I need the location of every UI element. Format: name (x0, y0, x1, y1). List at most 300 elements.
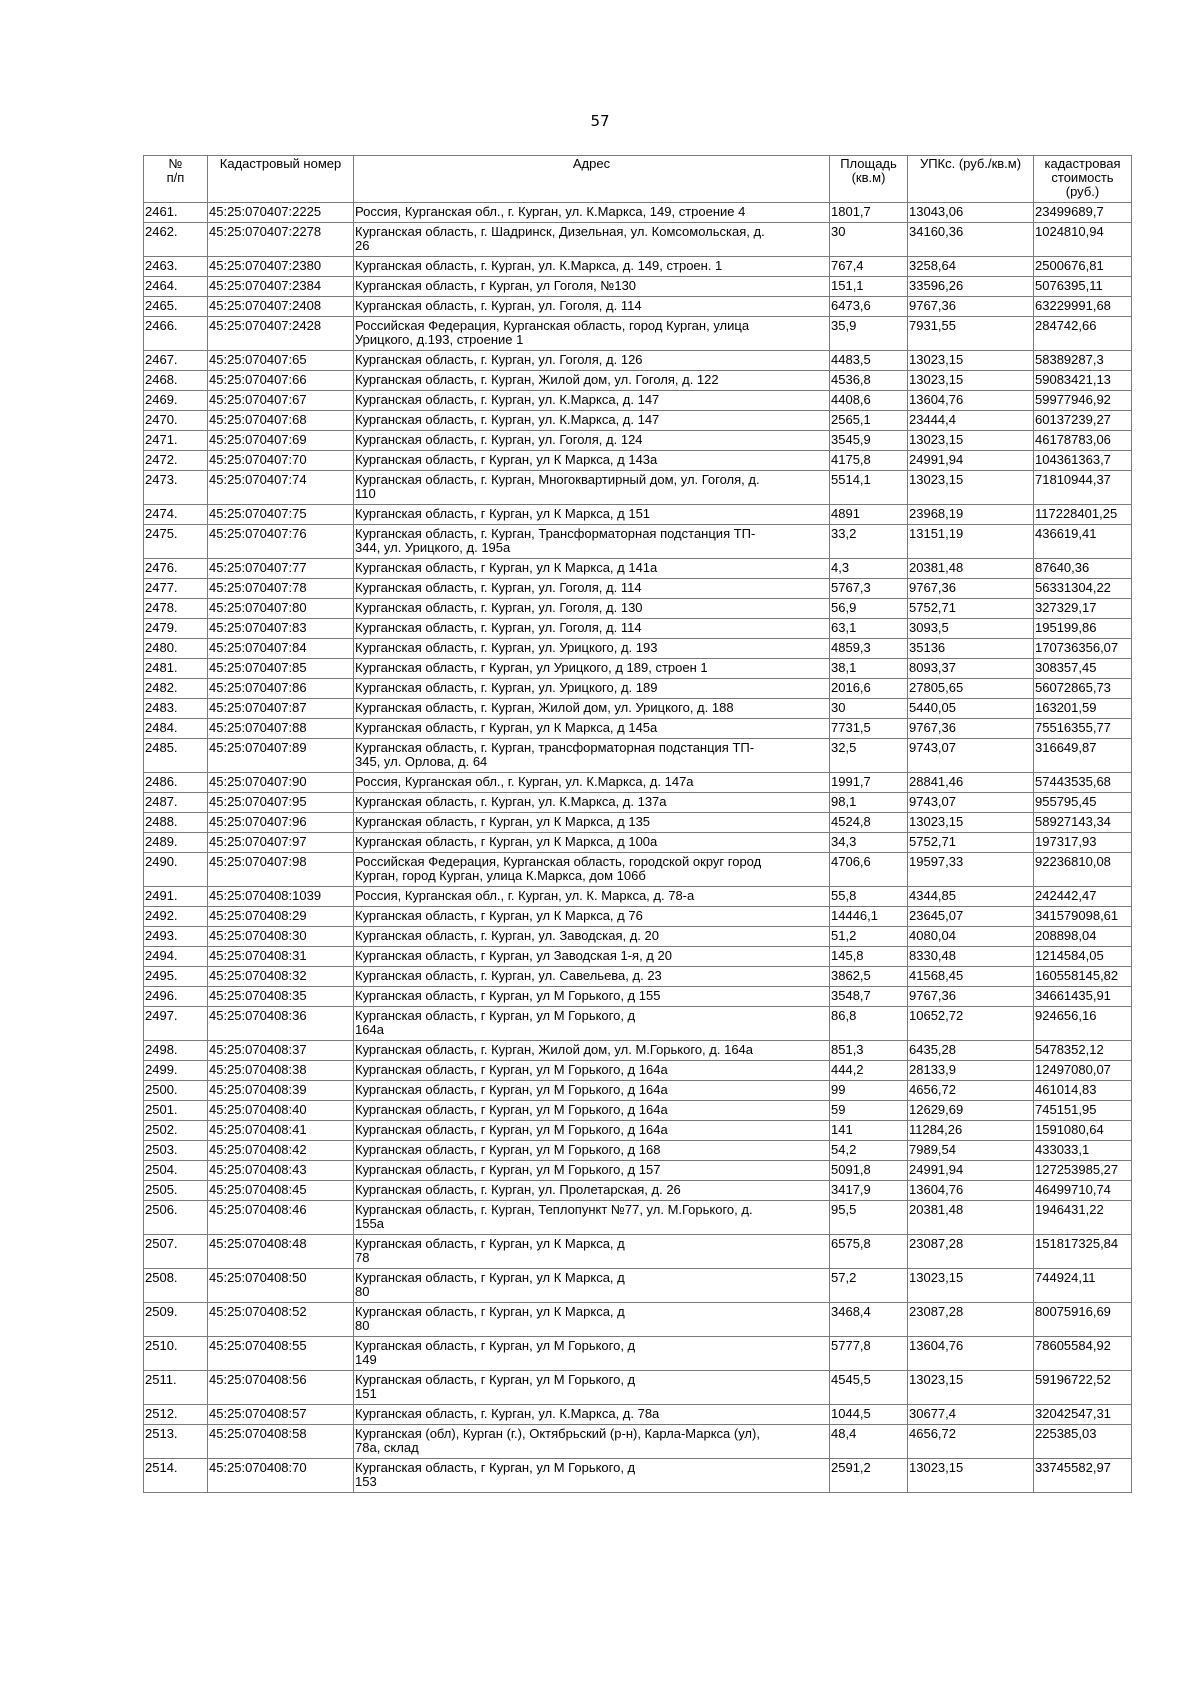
table-row (144, 431, 1132, 451)
area-value: 3548,7 (830, 987, 908, 1007)
cadastral-number: 45:25:070408:41 (208, 1121, 354, 1141)
cadastral-number: 45:25:070407:98 (208, 853, 354, 887)
area-value: 30 (830, 223, 908, 257)
table-row (144, 699, 1132, 719)
cadastral-number: 45:25:070408:55 (208, 1337, 354, 1371)
cadastral-number: 45:25:070408:36 (208, 1007, 354, 1041)
area-value: 767,4 (830, 257, 908, 277)
address: Россия, Курганская обл., г. Курган, ул. К.Маркса, д. 147а (354, 773, 830, 793)
row-number: 2485. (144, 739, 208, 773)
row-number: 2469. (144, 391, 208, 411)
row-number: 2476. (144, 559, 208, 579)
address: Курганская область, г. Курган, ул. Урицкого, д. 189 (354, 679, 830, 699)
table-row (144, 773, 1132, 793)
table-row (144, 947, 1132, 967)
cadastral-value: 197317,93 (1034, 833, 1132, 853)
address: Россия, Курганская обл., г. Курган, ул. К. Маркса, д. 78-а (354, 887, 830, 907)
row-number: 2478. (144, 599, 208, 619)
address: Курганская область, г. Курган, ул. К.Маркса, д. 149, строен. 1 (354, 257, 830, 277)
cadastral-value: 56331304,22 (1034, 579, 1132, 599)
upks-value: 35136 (908, 639, 1034, 659)
header-area: Площадь (кв.м) (830, 156, 908, 203)
row-number: 2501. (144, 1101, 208, 1121)
cadastral-value: 1024810,94 (1034, 223, 1132, 257)
upks-value: 13151,19 (908, 525, 1034, 559)
row-number: 2500. (144, 1081, 208, 1101)
table-row (144, 1161, 1132, 1181)
table-row (144, 853, 1132, 887)
table-row (144, 1201, 1132, 1235)
address: Курганская область, г. Курган, Трансформаторная подстанция ТП- 344, ул. Урицкого, д. 195а (354, 525, 830, 559)
upks-value: 28133,9 (908, 1061, 1034, 1081)
cadastral-value: 59083421,13 (1034, 371, 1132, 391)
upks-value: 23087,28 (908, 1235, 1034, 1269)
address: Курганская область, г. Курган, Жилой дом, ул. Гоголя, д. 122 (354, 371, 830, 391)
area-value: 6575,8 (830, 1235, 908, 1269)
row-number: 2498. (144, 1041, 208, 1061)
table-row (144, 1041, 1132, 1061)
cadastral-value: 924656,16 (1034, 1007, 1132, 1041)
table-row (144, 1061, 1132, 1081)
address: Курганская область, г. Курган, ул. Пролетарская, д. 26 (354, 1181, 830, 1201)
address: Курганская область, г Курган, ул М Горького, д 164а (354, 1081, 830, 1101)
cadastral-number: 45:25:070407:78 (208, 579, 354, 599)
address: Курганская область, г. Курган, ул. К.Маркса, д. 137а (354, 793, 830, 813)
area-value: 4859,3 (830, 639, 908, 659)
row-number: 2512. (144, 1405, 208, 1425)
upks-value: 13023,15 (908, 371, 1034, 391)
cadastral-value: 2500676,81 (1034, 257, 1132, 277)
area-value: 6473,6 (830, 297, 908, 317)
table-row (144, 257, 1132, 277)
area-value: 5777,8 (830, 1337, 908, 1371)
cadastral-value: 160558145,82 (1034, 967, 1132, 987)
cadastral-number: 45:25:070407:83 (208, 619, 354, 639)
cadastral-number: 45:25:070407:2408 (208, 297, 354, 317)
cadastral-number: 45:25:070408:70 (208, 1459, 354, 1493)
address: Курганская область, г Курган, ул К Маркса, д 80 (354, 1269, 830, 1303)
table-row (144, 719, 1132, 739)
cadastral-value: 117228401,25 (1034, 505, 1132, 525)
cadastral-number: 45:25:070407:68 (208, 411, 354, 431)
area-value: 3417,9 (830, 1181, 908, 1201)
cadastral-value: 436619,41 (1034, 525, 1132, 559)
area-value: 32,5 (830, 739, 908, 773)
cadastral-value: 80075916,69 (1034, 1303, 1132, 1337)
address: Курганская область, г. Курган, Жилой дом, ул. Урицкого, д. 188 (354, 699, 830, 719)
row-number: 2479. (144, 619, 208, 639)
cadastral-number: 45:25:070408:48 (208, 1235, 354, 1269)
table-row (144, 391, 1132, 411)
header-num: № п/п (144, 156, 208, 203)
upks-value: 7989,54 (908, 1141, 1034, 1161)
row-number: 2492. (144, 907, 208, 927)
table-row (144, 1337, 1132, 1371)
area-value: 4536,8 (830, 371, 908, 391)
row-number: 2482. (144, 679, 208, 699)
table-row (144, 1007, 1132, 1041)
table-header-row (144, 156, 1132, 203)
cadastral-value-table (143, 155, 1132, 1493)
cadastral-value: 316649,87 (1034, 739, 1132, 773)
area-value: 7731,5 (830, 719, 908, 739)
upks-value: 13023,15 (908, 431, 1034, 451)
area-value: 5091,8 (830, 1161, 908, 1181)
cadastral-number: 45:25:070408:42 (208, 1141, 354, 1161)
area-value: 86,8 (830, 1007, 908, 1041)
cadastral-number: 45:25:070408:29 (208, 907, 354, 927)
row-number: 2514. (144, 1459, 208, 1493)
row-number: 2507. (144, 1235, 208, 1269)
cadastral-number: 45:25:070408:1039 (208, 887, 354, 907)
table-row (144, 351, 1132, 371)
area-value: 4408,6 (830, 391, 908, 411)
address: Курганская область, г Курган, ул М Горького, д 168 (354, 1141, 830, 1161)
area-value: 4175,8 (830, 451, 908, 471)
area-value: 141 (830, 1121, 908, 1141)
cadastral-number: 45:25:070408:31 (208, 947, 354, 967)
row-number: 2464. (144, 277, 208, 297)
address: Курганская область, г. Курган, ул. Гоголя, д. 130 (354, 599, 830, 619)
cadastral-value: 1591080,64 (1034, 1121, 1132, 1141)
table-row (144, 1425, 1132, 1459)
upks-value: 9767,36 (908, 719, 1034, 739)
area-value: 151,1 (830, 277, 908, 297)
row-number: 2486. (144, 773, 208, 793)
address: Курганская область, г Курган, ул Заводская 1-я, д 20 (354, 947, 830, 967)
area-value: 145,8 (830, 947, 908, 967)
upks-value: 11284,26 (908, 1121, 1034, 1141)
address: Курганская область, г Курган, ул М Горького, д 151 (354, 1371, 830, 1405)
area-value: 30 (830, 699, 908, 719)
address: Курганская область, г. Курган, ул. К.Маркса, д. 147 (354, 391, 830, 411)
cadastral-number: 45:25:070407:65 (208, 351, 354, 371)
area-value: 51,2 (830, 927, 908, 947)
cadastral-value: 284742,66 (1034, 317, 1132, 351)
table-body (144, 203, 1132, 1493)
row-number: 2489. (144, 833, 208, 853)
table-row (144, 1371, 1132, 1405)
upks-value: 9767,36 (908, 297, 1034, 317)
table-row (144, 277, 1132, 297)
table-row (144, 1141, 1132, 1161)
area-value: 95,5 (830, 1201, 908, 1235)
cadastral-number: 45:25:070408:52 (208, 1303, 354, 1337)
upks-value: 4344,85 (908, 887, 1034, 907)
upks-value: 13023,15 (908, 813, 1034, 833)
address: Курганская область, г Курган, ул К Маркса, д 76 (354, 907, 830, 927)
row-number: 2499. (144, 1061, 208, 1081)
row-number: 2484. (144, 719, 208, 739)
upks-value: 23087,28 (908, 1303, 1034, 1337)
cadastral-number: 45:25:070408:30 (208, 927, 354, 947)
upks-value: 13604,76 (908, 391, 1034, 411)
area-value: 5514,1 (830, 471, 908, 505)
upks-value: 13023,15 (908, 1269, 1034, 1303)
row-number: 2509. (144, 1303, 208, 1337)
upks-value: 27805,65 (908, 679, 1034, 699)
row-number: 2502. (144, 1121, 208, 1141)
address: Курганская область, г Курган, ул Урицкого, д 189, строен 1 (354, 659, 830, 679)
upks-value: 9767,36 (908, 987, 1034, 1007)
cadastral-number: 45:25:070407:80 (208, 599, 354, 619)
area-value: 33,2 (830, 525, 908, 559)
table-row (144, 833, 1132, 853)
cadastral-value: 23499689,7 (1034, 203, 1132, 223)
table-row (144, 203, 1132, 223)
address: Курганская область, г. Курган, ул. Гоголя, д. 126 (354, 351, 830, 371)
cadastral-number: 45:25:070407:74 (208, 471, 354, 505)
table-row (144, 559, 1132, 579)
cadastral-value: 75516355,77 (1034, 719, 1132, 739)
address: Курганская область, г. Курган, ул. Гоголя, д. 114 (354, 619, 830, 639)
cadastral-value: 744924,11 (1034, 1269, 1132, 1303)
address: Курганская область, г. Курган, ул. Савельева, д. 23 (354, 967, 830, 987)
page-number: 57 (590, 112, 610, 130)
address: Курганская область, г Курган, ул М Горького, д 155 (354, 987, 830, 1007)
upks-value: 23968,19 (908, 505, 1034, 525)
address: Курганская область, г. Шадринск, Дизельная, ул. Комсомольская, д. 26 (354, 223, 830, 257)
area-value: 5767,3 (830, 579, 908, 599)
cadastral-number: 45:25:070407:66 (208, 371, 354, 391)
address: Курганская область, г Курган, ул К Маркса, д 100а (354, 833, 830, 853)
table-row (144, 411, 1132, 431)
row-number: 2466. (144, 317, 208, 351)
cadastral-value: 32042547,31 (1034, 1405, 1132, 1425)
upks-value: 30677,4 (908, 1405, 1034, 1425)
area-value: 99 (830, 1081, 908, 1101)
row-number: 2474. (144, 505, 208, 525)
upks-value: 23444,4 (908, 411, 1034, 431)
upks-value: 20381,48 (908, 559, 1034, 579)
cadastral-value: 308357,45 (1034, 659, 1132, 679)
cadastral-value: 46499710,74 (1034, 1181, 1132, 1201)
cadastral-number: 45:25:070407:87 (208, 699, 354, 719)
row-number: 2510. (144, 1337, 208, 1371)
row-number: 2491. (144, 887, 208, 907)
area-value: 851,3 (830, 1041, 908, 1061)
address: Курганская область, г Курган, ул М Горького, д 157 (354, 1161, 830, 1181)
cadastral-value: 163201,59 (1034, 699, 1132, 719)
upks-value: 9743,07 (908, 793, 1034, 813)
cadastral-value: 127253985,27 (1034, 1161, 1132, 1181)
cadastral-number: 45:25:070408:56 (208, 1371, 354, 1405)
cadastral-number: 45:25:070407:75 (208, 505, 354, 525)
header-address: Адрес (354, 156, 830, 203)
address: Курганская область, г. Курган, ул. Гоголя, д. 114 (354, 297, 830, 317)
cadastral-number: 45:25:070408:50 (208, 1269, 354, 1303)
cadastral-value: 1946431,22 (1034, 1201, 1132, 1235)
area-value: 4483,5 (830, 351, 908, 371)
row-number: 2470. (144, 411, 208, 431)
upks-value: 5752,71 (908, 833, 1034, 853)
upks-value: 24991,94 (908, 451, 1034, 471)
cadastral-value: 92236810,08 (1034, 853, 1132, 887)
row-number: 2505. (144, 1181, 208, 1201)
address: Курганская область, г. Курган, ул. Гоголя, д. 124 (354, 431, 830, 451)
cadastral-number: 45:25:070408:39 (208, 1081, 354, 1101)
area-value: 34,3 (830, 833, 908, 853)
area-value: 1044,5 (830, 1405, 908, 1425)
header-cadastral-value: кадастровая стоимость (руб.) (1034, 156, 1132, 203)
address: Курганская область, г Курган, ул К Маркса, д 145а (354, 719, 830, 739)
area-value: 59 (830, 1101, 908, 1121)
cadastral-number: 45:25:070408:57 (208, 1405, 354, 1425)
address: Курганская область, г Курган, ул К Маркса, д 80 (354, 1303, 830, 1337)
cadastral-value: 327329,17 (1034, 599, 1132, 619)
upks-value: 24991,94 (908, 1161, 1034, 1181)
table-row (144, 1405, 1132, 1425)
cadastral-number: 45:25:070407:2428 (208, 317, 354, 351)
row-number: 2495. (144, 967, 208, 987)
area-value: 4706,6 (830, 853, 908, 887)
address: Курганская область, г. Курган, Жилой дом, ул. М.Горького, д. 164а (354, 1041, 830, 1061)
cadastral-number: 45:25:070408:43 (208, 1161, 354, 1181)
address: Курганская область, г. Курган, Теплопункт №77, ул. М.Горького, д. 155а (354, 1201, 830, 1235)
area-value: 3468,4 (830, 1303, 908, 1337)
row-number: 2497. (144, 1007, 208, 1041)
upks-value: 13023,15 (908, 351, 1034, 371)
address: Российская Федерация, Курганская область, город Курган, улица Урицкого, д.193, строение 1 (354, 317, 830, 351)
cadastral-number: 45:25:070408:45 (208, 1181, 354, 1201)
table-row (144, 927, 1132, 947)
cadastral-number: 45:25:070407:95 (208, 793, 354, 813)
address: Курганская область, г. Курган, ул. Урицкого, д. 193 (354, 639, 830, 659)
row-number: 2511. (144, 1371, 208, 1405)
cadastral-number: 45:25:070407:90 (208, 773, 354, 793)
cadastral-number: 45:25:070407:77 (208, 559, 354, 579)
address: Россия, Курганская обл., г. Курган, ул. К.Маркса, 149, строение 4 (354, 203, 830, 223)
upks-value: 8330,48 (908, 947, 1034, 967)
area-value: 444,2 (830, 1061, 908, 1081)
cadastral-value: 12497080,07 (1034, 1061, 1132, 1081)
row-number: 2481. (144, 659, 208, 679)
area-value: 2591,2 (830, 1459, 908, 1493)
upks-value: 13604,76 (908, 1181, 1034, 1201)
cadastral-value: 78605584,92 (1034, 1337, 1132, 1371)
cadastral-number: 45:25:070407:88 (208, 719, 354, 739)
table-row (144, 659, 1132, 679)
cadastral-value: 46178783,06 (1034, 431, 1132, 451)
row-number: 2475. (144, 525, 208, 559)
row-number: 2480. (144, 639, 208, 659)
cadastral-value: 225385,03 (1034, 1425, 1132, 1459)
table-row (144, 793, 1132, 813)
area-value: 2016,6 (830, 679, 908, 699)
address: Курганская область, г Курган, ул К Маркса, д 78 (354, 1235, 830, 1269)
cadastral-number: 45:25:070407:97 (208, 833, 354, 853)
area-value: 1801,7 (830, 203, 908, 223)
area-value: 54,2 (830, 1141, 908, 1161)
cadastral-value: 341579098,61 (1034, 907, 1132, 927)
table-row (144, 471, 1132, 505)
cadastral-number: 45:25:070407:2380 (208, 257, 354, 277)
row-number: 2503. (144, 1141, 208, 1161)
upks-value: 9743,07 (908, 739, 1034, 773)
upks-value: 20381,48 (908, 1201, 1034, 1235)
row-number: 2487. (144, 793, 208, 813)
cadastral-value: 56072865,73 (1034, 679, 1132, 699)
upks-value: 41568,45 (908, 967, 1034, 987)
row-number: 2463. (144, 257, 208, 277)
upks-value: 4656,72 (908, 1425, 1034, 1459)
row-number: 2467. (144, 351, 208, 371)
address: Курганская область, г Курган, ул К Маркса, д 135 (354, 813, 830, 833)
row-number: 2508. (144, 1269, 208, 1303)
row-number: 2488. (144, 813, 208, 833)
cadastral-value: 1214584,05 (1034, 947, 1132, 967)
area-value: 57,2 (830, 1269, 908, 1303)
address: Курганская область, г Курган, ул Гоголя, №130 (354, 277, 830, 297)
table-row (144, 813, 1132, 833)
area-value: 4,3 (830, 559, 908, 579)
area-value: 56,9 (830, 599, 908, 619)
cadastral-value: 59196722,52 (1034, 1371, 1132, 1405)
cadastral-number: 45:25:070408:46 (208, 1201, 354, 1235)
address: Курганская область, г Курган, ул М Горького, д 164а (354, 1007, 830, 1041)
cadastral-number: 45:25:070407:89 (208, 739, 354, 773)
address: Курганская область, г Курган, ул К Маркса, д 141а (354, 559, 830, 579)
upks-value: 7931,55 (908, 317, 1034, 351)
table-row (144, 1121, 1132, 1141)
cadastral-value: 104361363,7 (1034, 451, 1132, 471)
cadastral-value: 5076395,11 (1034, 277, 1132, 297)
row-number: 2513. (144, 1425, 208, 1459)
table-row (144, 1101, 1132, 1121)
upks-value: 5752,71 (908, 599, 1034, 619)
address: Курганская область, г Курган, ул М Горького, д 164а (354, 1061, 830, 1081)
cadastral-value: 59977946,92 (1034, 391, 1132, 411)
area-value: 14446,1 (830, 907, 908, 927)
upks-value: 13043,06 (908, 203, 1034, 223)
cadastral-value: 208898,04 (1034, 927, 1132, 947)
cadastral-value: 151817325,84 (1034, 1235, 1132, 1269)
table-row (144, 317, 1132, 351)
address: Курганская область, г. Курган, ул. К.Маркса, д. 147 (354, 411, 830, 431)
table-row (144, 739, 1132, 773)
cadastral-value: 71810944,37 (1034, 471, 1132, 505)
table-row (144, 223, 1132, 257)
table-row (144, 679, 1132, 699)
address: Курганская область, г Курган, ул К Маркса, д 151 (354, 505, 830, 525)
table-row (144, 599, 1132, 619)
cadastral-number: 45:25:070407:76 (208, 525, 354, 559)
table-row (144, 297, 1132, 317)
cadastral-number: 45:25:070408:32 (208, 967, 354, 987)
table-row (144, 579, 1132, 599)
address: Курганская область, г Курган, ул М Горького, д 153 (354, 1459, 830, 1493)
row-number: 2465. (144, 297, 208, 317)
upks-value: 4080,04 (908, 927, 1034, 947)
address: Курганская область, г Курган, ул М Горького, д 164а (354, 1101, 830, 1121)
row-number: 2493. (144, 927, 208, 947)
address: Курганская область, г. Курган, Многоквартирный дом, ул. Гоголя, д. 110 (354, 471, 830, 505)
cadastral-number: 45:25:070407:2225 (208, 203, 354, 223)
area-value: 3545,9 (830, 431, 908, 451)
cadastral-number: 45:25:070407:70 (208, 451, 354, 471)
row-number: 2462. (144, 223, 208, 257)
address: Курганская область, г. Курган, ул. К.Маркса, д. 78а (354, 1405, 830, 1425)
cadastral-number: 45:25:070407:2278 (208, 223, 354, 257)
upks-value: 12629,69 (908, 1101, 1034, 1121)
row-number: 2483. (144, 699, 208, 719)
row-number: 2471. (144, 431, 208, 451)
table-row (144, 525, 1132, 559)
cadastral-value: 60137239,27 (1034, 411, 1132, 431)
cadastral-value: 34661435,91 (1034, 987, 1132, 1007)
table-row (144, 371, 1132, 391)
header-upks: УПКс. (руб./кв.м) (908, 156, 1034, 203)
